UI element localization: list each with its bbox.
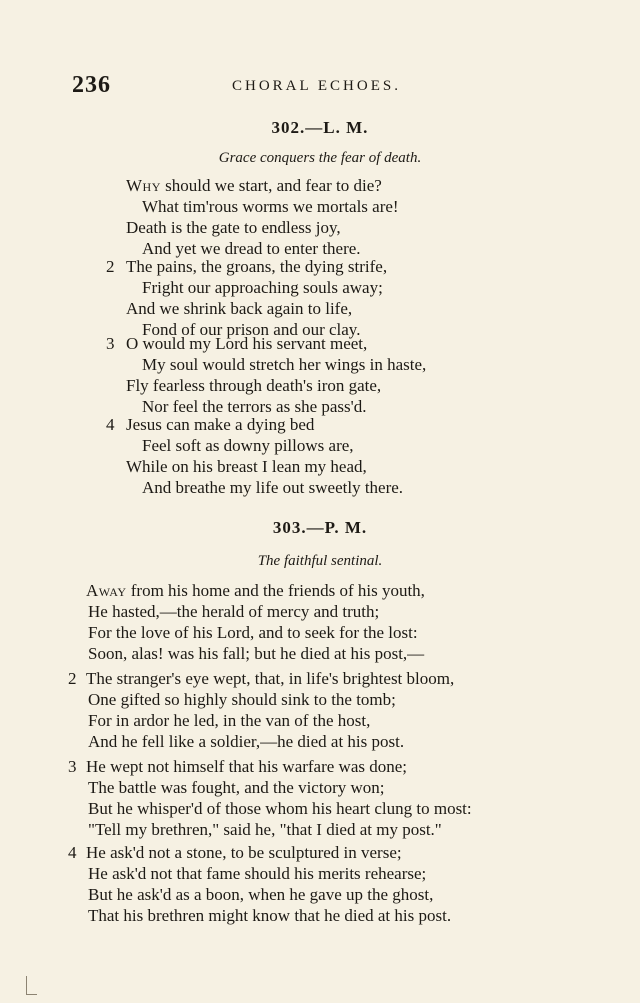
stanza-line: While on his breast I lean my head, [126, 457, 367, 476]
page-number: 236 [72, 72, 111, 98]
stanza-line: Fond of our prison and our clay. [142, 320, 361, 339]
line-text: should we start, and fear to die? [160, 176, 382, 195]
stanza-line: But he whisper'd of those whom his heart clung to most: [88, 799, 472, 818]
stanza-line: Death is the gate to endless joy, [126, 218, 341, 237]
stanza-line: Soon, alas! was his fall; but he died at his post,— [88, 644, 425, 663]
running-title: CHORAL ECHOES. [232, 78, 401, 94]
page-header [72, 72, 580, 102]
stanza-number: 3 [106, 334, 115, 353]
hymn-303-subtitle: The faithful sentinal. [257, 553, 383, 569]
stanza-line: Jesus can make a dying bed [126, 415, 315, 434]
stanza-line: He hasted,—the herald of mercy and truth; [88, 602, 380, 621]
stanza-line [126, 175, 382, 197]
hymn-302-subtitle: Grace conquers the fear of death. [218, 150, 422, 166]
first-word: Why [126, 176, 161, 195]
stanza-line: He wept not himself that his warfare was done; [86, 757, 408, 776]
stanza-line: Fly fearless through death's iron gate, [126, 376, 382, 395]
stanza-line: Fright our approaching souls away; [142, 278, 383, 297]
stanza-number: 4 [106, 415, 115, 434]
hymn-302-heading: 302.—L. M. [271, 118, 369, 137]
line-text: from his home and the friends of his youth, [126, 581, 425, 600]
stanza-line: The pains, the groans, the dying strife, [126, 257, 388, 276]
stanza-line: One gifted so highly should sink to the tomb; [88, 690, 396, 709]
stanza-line: The stranger's eye wept, that, in life's brightest bloom, [86, 669, 455, 688]
stanza-line: And yet we dread to enter there. [142, 239, 361, 258]
stanza-number: 3 [68, 757, 77, 776]
stanza-line: And breathe my life out sweetly there. [142, 478, 404, 497]
stanza-number: 2 [106, 257, 115, 276]
stanza-line: But he ask'd as a boon, when he gave up the ghost, [88, 885, 434, 904]
stanza-number: 2 [68, 669, 77, 688]
stanza-line: Nor feel the terrors as she pass'd. [142, 397, 367, 416]
page-corner-mark [26, 976, 37, 995]
stanza-line: And we shrink back again to life, [126, 299, 353, 318]
hymn-303-heading: 303.—P. M. [272, 518, 368, 537]
stanza-line: He ask'd not a stone, to be sculptured in verse; [86, 843, 402, 862]
stanza-line: For in ardor he led, in the van of the host, [88, 711, 371, 730]
stanza-line [86, 580, 425, 602]
stanza-line: Feel soft as downy pillows are, [142, 436, 354, 455]
stanza-line: The battle was fought, and the victory won; [88, 778, 385, 797]
first-word: Away [86, 581, 127, 600]
stanza-line: "Tell my brethren," said he, "that I died at my post." [88, 820, 442, 839]
stanza-line: He ask'd not that fame should his merits rehearse; [88, 864, 427, 883]
stanza-line: My soul would stretch her wings in haste, [142, 355, 427, 374]
stanza-line: O would my Lord his servant meet, [126, 334, 368, 353]
stanza-line: What tim'rous worms we mortals are! [142, 197, 399, 216]
stanza-line: That his brethren might know that he died at his post. [88, 906, 452, 925]
stanza-line: For the love of his Lord, and to seek for the lost: [88, 623, 418, 642]
stanza-line: And he fell like a soldier,—he died at his post. [88, 732, 405, 751]
stanza-number: 4 [68, 843, 77, 862]
